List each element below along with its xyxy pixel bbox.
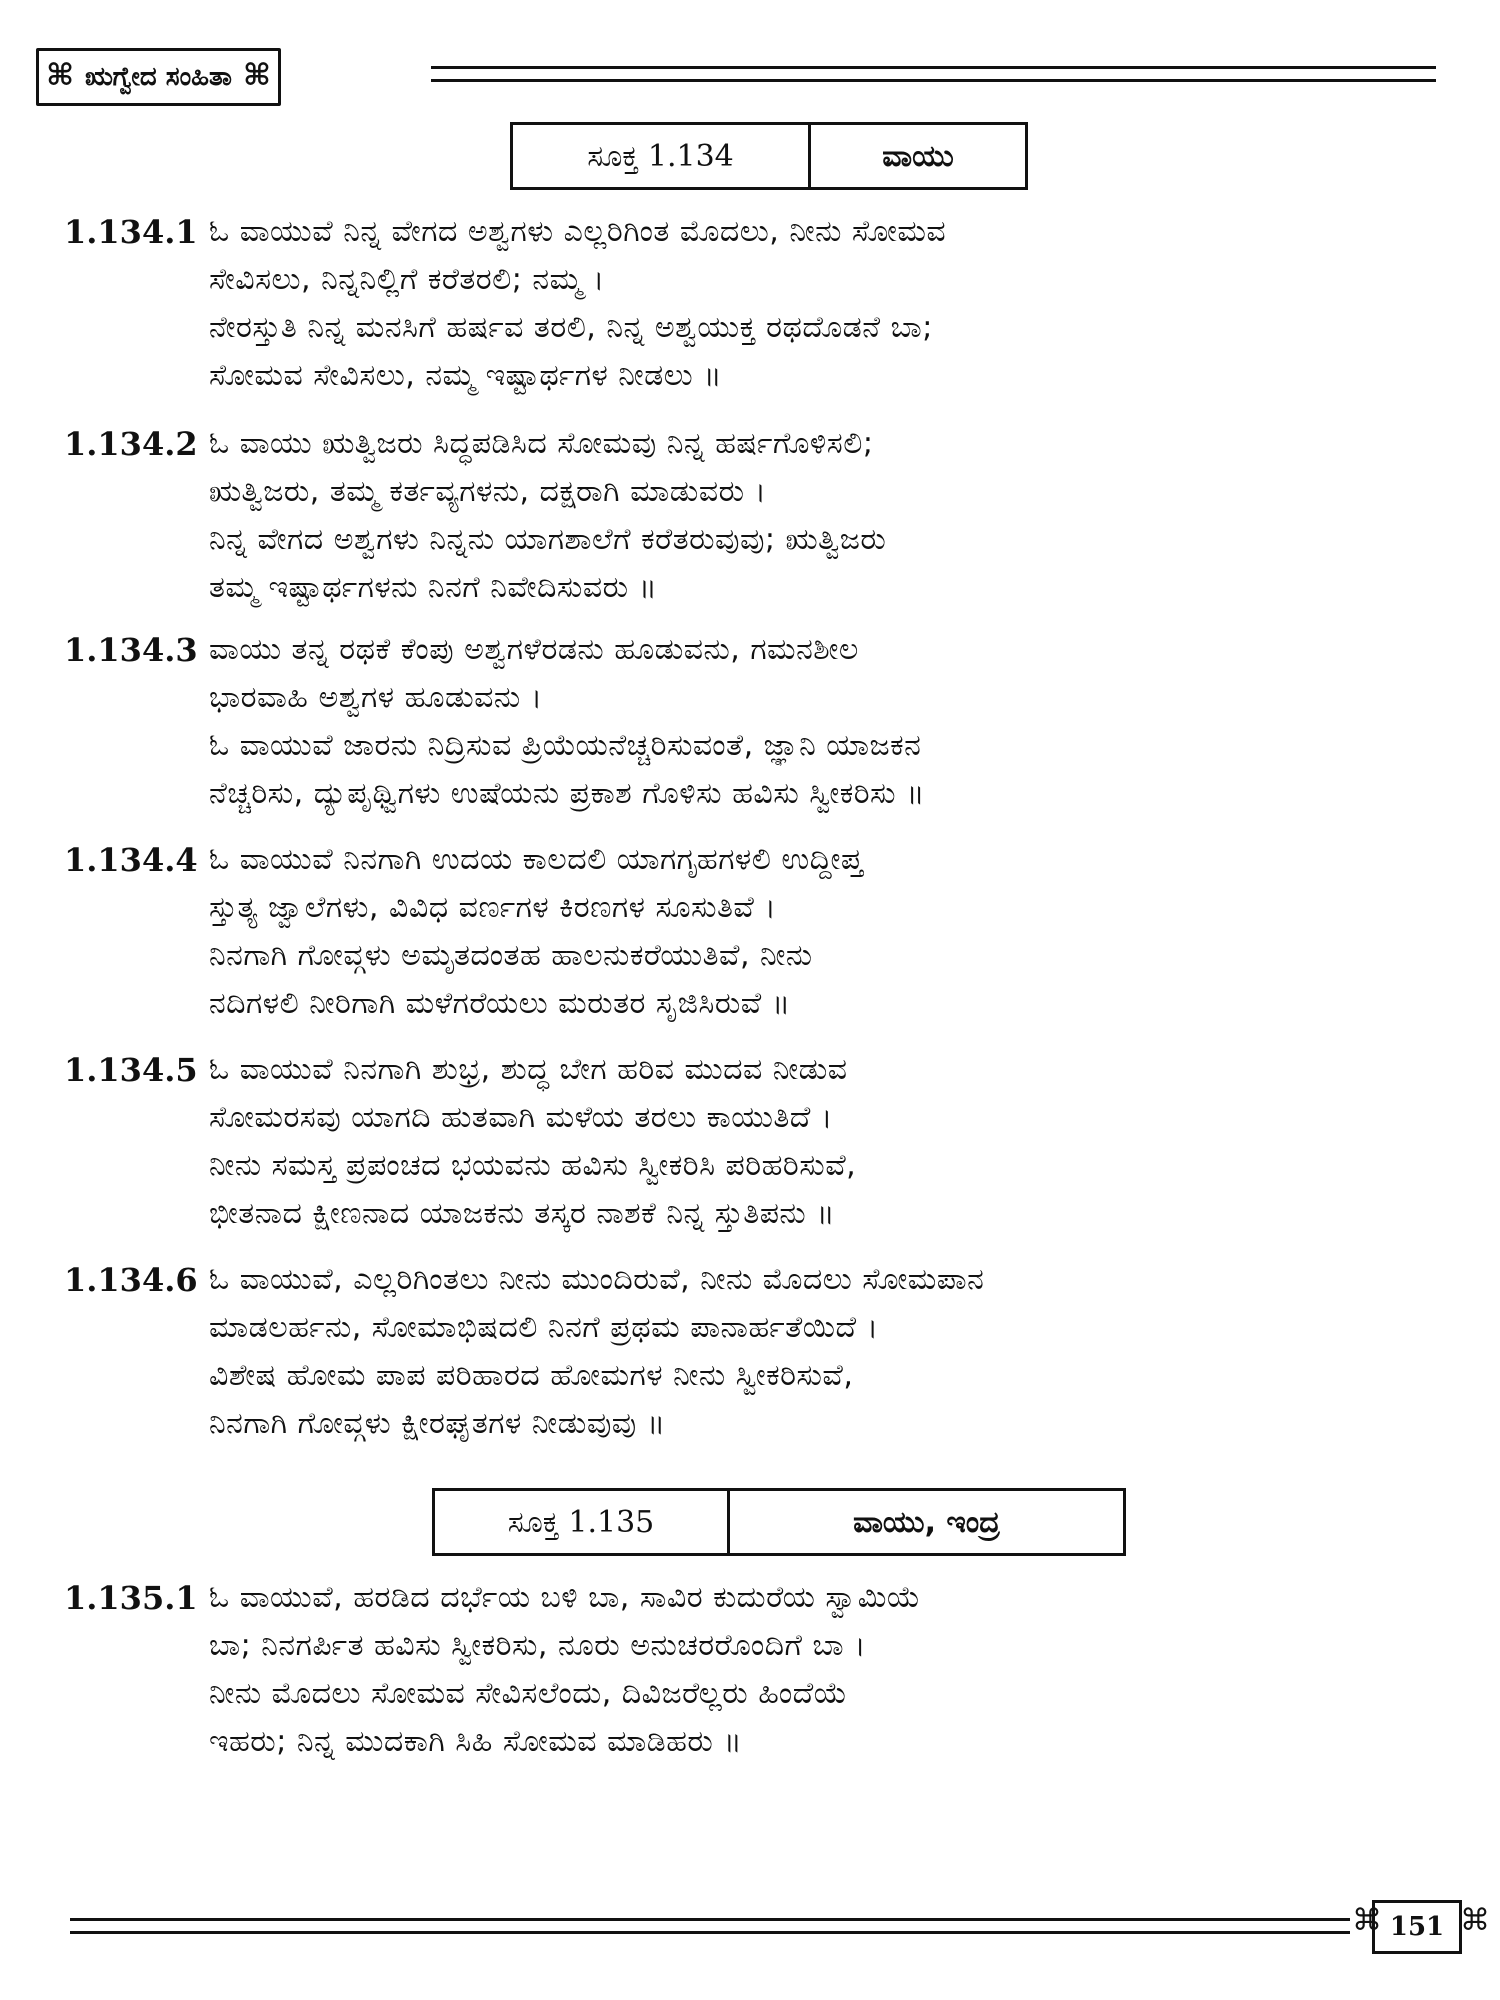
verse-text	[209, 836, 1444, 1028]
verse-line: ಸೋಮರಸವು ಯಾಗದಿ ಹುತವಾಗಿ ಮಳೆಯ ತರಲು ಕಾಯುತಿದೆ ।	[209, 1100, 833, 1135]
verse-number: 1.134.2	[64, 425, 198, 463]
verse-line: ಓ ವಾಯುವೆ ನಿನ್ನ ವೇಗದ ಅಶ್ವಗಳು ಎಲ್ಲರಿಗಿಂತ ಮೊದಲು, ನೀನು ಸೋಮವ	[209, 214, 947, 249]
verse-line: ಓ ವಾಯುವೆ ನಿನಗಾಗಿ ಉದಯ ಕಾಲದಲಿ ಯಾಗಗೃಹಗಳಲಿ ಉದ್ದೀಪ್ತ	[209, 842, 864, 877]
verse	[64, 208, 1444, 404]
verse-line: ಓ ವಾಯುವೆ ನಿನಗಾಗಿ ಶುಭ್ರ, ಶುದ್ಧ ಬೇಗ ಹರಿವ ಮುದವ ನೀಡುವ	[209, 1052, 848, 1087]
ornament-knot-icon: ⌘	[242, 58, 271, 93]
verse-line: ನಿನಗಾಗಿ ಗೋವ್ಗಳು ಅಮೃತದಂತಹ ಹಾಲನುಕರೆಯುತಿವೆ, ನೀನು	[209, 938, 813, 973]
verse-line: ವಿಶೇಷ ಹೋಮ ಪಾಪ ಪರಿಹಾರದ ಹೋಮಗಳ ನೀನು ಸ್ವೀಕರಿಸುವೆ,	[209, 1358, 854, 1393]
header-double-rule	[431, 66, 1436, 82]
ornament-knot-icon: ⌘	[1460, 1903, 1490, 1938]
sukta-number: ಸೂಕ್ತ 1.134	[513, 125, 811, 187]
ornament-knot-icon: ⌘	[46, 58, 74, 93]
verse-line: ಇಹರು; ನಿನ್ನ ಮುದಕಾಗಿ ಸಿಹಿ ಸೋಮವ ಮಾಡಿಹರು ॥	[209, 1724, 743, 1759]
page-number: 151	[1372, 1900, 1462, 1954]
verse-text	[209, 1256, 1444, 1448]
verse-line: ಓ ವಾಯುವೆ, ಹರಡಿದ ದರ್ಭೆಯ ಬಳಿ ಬಾ, ಸಾವಿರ ಕುದುರೆಯ ಸ್ವಾಮಿಯೆ	[209, 1580, 921, 1615]
verse-line: ಋತ್ವಿಜರು, ತಮ್ಮ ಕರ್ತವ್ಯಗಳನು, ದಕ್ಷರಾಗಿ ಮಾಡುವರು ।	[209, 474, 767, 509]
verse-line: ಬಾ; ನಿನಗರ್ಪಿತ ಹವಿಸು ಸ್ವೀಕರಿಸು, ನೂರು ಅನುಚರರೊಂದಿಗೆ ಬಾ ।	[209, 1628, 866, 1663]
verse-number: 1.134.3	[64, 631, 198, 669]
verse	[64, 1574, 1444, 1770]
verse-line: ಸೋಮವ ಸೇವಿಸಲು, ನಮ್ಮ ಇಷ್ಟಾರ್ಥಗಳ ನೀಡಲು ॥	[209, 358, 723, 393]
verse-text	[209, 208, 1444, 400]
verse-line: ತಮ್ಮ ಇಷ್ಟಾರ್ಥಗಳನು ನಿನಗೆ ನಿವೇದಿಸುವರು ॥	[209, 570, 658, 605]
running-title-box	[36, 48, 281, 106]
page-header	[36, 48, 1436, 108]
verse-line: ಭೀತನಾದ ಕ್ಷೀಣನಾದ ಯಾಜಕನು ತಸ್ಕರ ನಾಶಕೆ ನಿನ್ನ ಸ್ತುತಿಪನು ॥	[209, 1196, 835, 1231]
ornament-knot-icon: ⌘	[1352, 1903, 1382, 1938]
verse-line: ಓ ವಾಯುವೆ ಜಾರನು ನಿದ್ರಿಸುವ ಪ್ರಿಯೆಯನೆಚ್ಚರಿಸುವಂತೆ, ಜ್ಞಾನಿ ಯಾಜಕನ	[209, 728, 922, 763]
sukta-heading-1134	[510, 122, 1028, 190]
verse-line: ಸೇವಿಸಲು, ನಿನ್ನನಿಲ್ಲಿಗೆ ಕರೆತರಲಿ; ನಮ್ಮ ।	[209, 262, 605, 297]
verse-text	[209, 626, 1444, 818]
verse-line: ಓ ವಾಯುವೆ, ಎಲ್ಲರಿಗಿಂತಲು ನೀನು ಮುಂದಿರುವೆ, ನೀನು ಮೊದಲು ಸೋಮಪಾನ	[209, 1262, 985, 1297]
verse-line: ಸ್ತುತ್ಯ ಜ್ವಾಲೆಗಳು, ವಿವಿಧ ವರ್ಣಗಳ ಕಿರಣಗಳ ಸೂಸುತಿವೆ ।	[209, 890, 777, 925]
verse-line: ನಿನ್ನ ವೇಗದ ಅಶ್ವಗಳು ನಿನ್ನನು ಯಾಗಶಾಲೆಗೆ ಕರೆತರುವುವು; ಋತ್ವಿಜರು	[209, 522, 887, 557]
verse-text	[209, 420, 1444, 612]
verse-number: 1.134.1	[64, 213, 198, 251]
verse-line: ವಾಯು ತನ್ನ ರಥಕೆ ಕೆಂಪು ಅಶ್ವಗಳೆರಡನು ಹೂಡುವನು, ಗಮನಶೀಲ	[209, 632, 859, 667]
verse-line: ನೇರಸ್ತುತಿ ನಿನ್ನ ಮನಸಿಗೆ ಹರ್ಷವ ತರಲಿ, ನಿನ್ನ ಅಶ್ವಯುಕ್ತ ರಥದೊಡನೆ ಬಾ;	[209, 310, 933, 345]
verse-number: 1.135.1	[64, 1579, 198, 1617]
running-title: ಋಗ್ವೇದ ಸಂಹಿತಾ	[85, 61, 232, 92]
verse-text	[209, 1574, 1444, 1766]
verse-line: ನಿನಗಾಗಿ ಗೋವ್ಗಳು ಕ್ಷೀರಘೃತಗಳ ನೀಡುವುವು ॥	[209, 1406, 666, 1441]
verse-line: ಮಾಡಲರ್ಹನು, ಸೋಮಾಭಿಷದಲಿ ನಿನಗೆ ಪ್ರಥಮ ಪಾನಾರ್ಹತೆಯಿದೆ ।	[209, 1310, 879, 1345]
verse	[64, 626, 1444, 822]
verse-text	[209, 1046, 1444, 1238]
verse-line: ನದಿಗಳಲಿ ನೀರಿಗಾಗಿ ಮಳೆಗರೆಯಲು ಮರುತರ ಸೃಜಿಸಿರುವೆ ॥	[209, 986, 791, 1021]
verse-number: 1.134.6	[64, 1261, 198, 1299]
verse	[64, 1046, 1444, 1242]
verse	[64, 836, 1444, 1032]
verse-line: ಓ ವಾಯು ಋತ್ವಿಜರು ಸಿದ್ಧಪಡಿಸಿದ ಸೋಮವು ನಿನ್ನ ಹರ್ಷಗೊಳಿಸಲಿ;	[209, 426, 874, 461]
verse	[64, 420, 1444, 616]
verse-line: ನೀನು ಮೊದಲು ಸೋಮವ ಸೇವಿಸಲೆಂದು, ದಿವಿಜರೆಲ್ಲರು ಹಿಂದೆಯೆ	[209, 1676, 848, 1711]
footer-double-rule	[70, 1918, 1350, 1934]
verse-number: 1.134.4	[64, 841, 198, 879]
verse	[64, 1256, 1444, 1452]
page-footer	[70, 1900, 1490, 1960]
sukta-deity: ವಾಯು	[882, 138, 954, 174]
verse-line: ನೀನು ಸಮಸ್ತ ಪ್ರಪಂಚದ ಭಯವನು ಹವಿಸು ಸ್ವೀಕರಿಸಿ ಪರಿಹರಿಸುವೆ,	[209, 1148, 857, 1183]
sukta-heading-1135	[432, 1488, 1126, 1556]
verse-number: 1.134.5	[64, 1051, 198, 1089]
verse-line: ನೆಚ್ಚರಿಸು, ದ್ಯುಪೃಥ್ವಿಗಳು ಉಷೆಯನು ಪ್ರಕಾಶ ಗೊಳಿಸು ಹವಿಸು ಸ್ವೀಕರಿಸು ॥	[209, 776, 925, 811]
verse-line: ಭಾರವಾಹಿ ಅಶ್ವಗಳ ಹೂಡುವನು ।	[209, 680, 543, 715]
sukta-deity: ವಾಯು, ಇಂದ್ರ	[853, 1504, 1000, 1540]
sukta-number: ಸೂಕ್ತ 1.135	[435, 1491, 730, 1553]
